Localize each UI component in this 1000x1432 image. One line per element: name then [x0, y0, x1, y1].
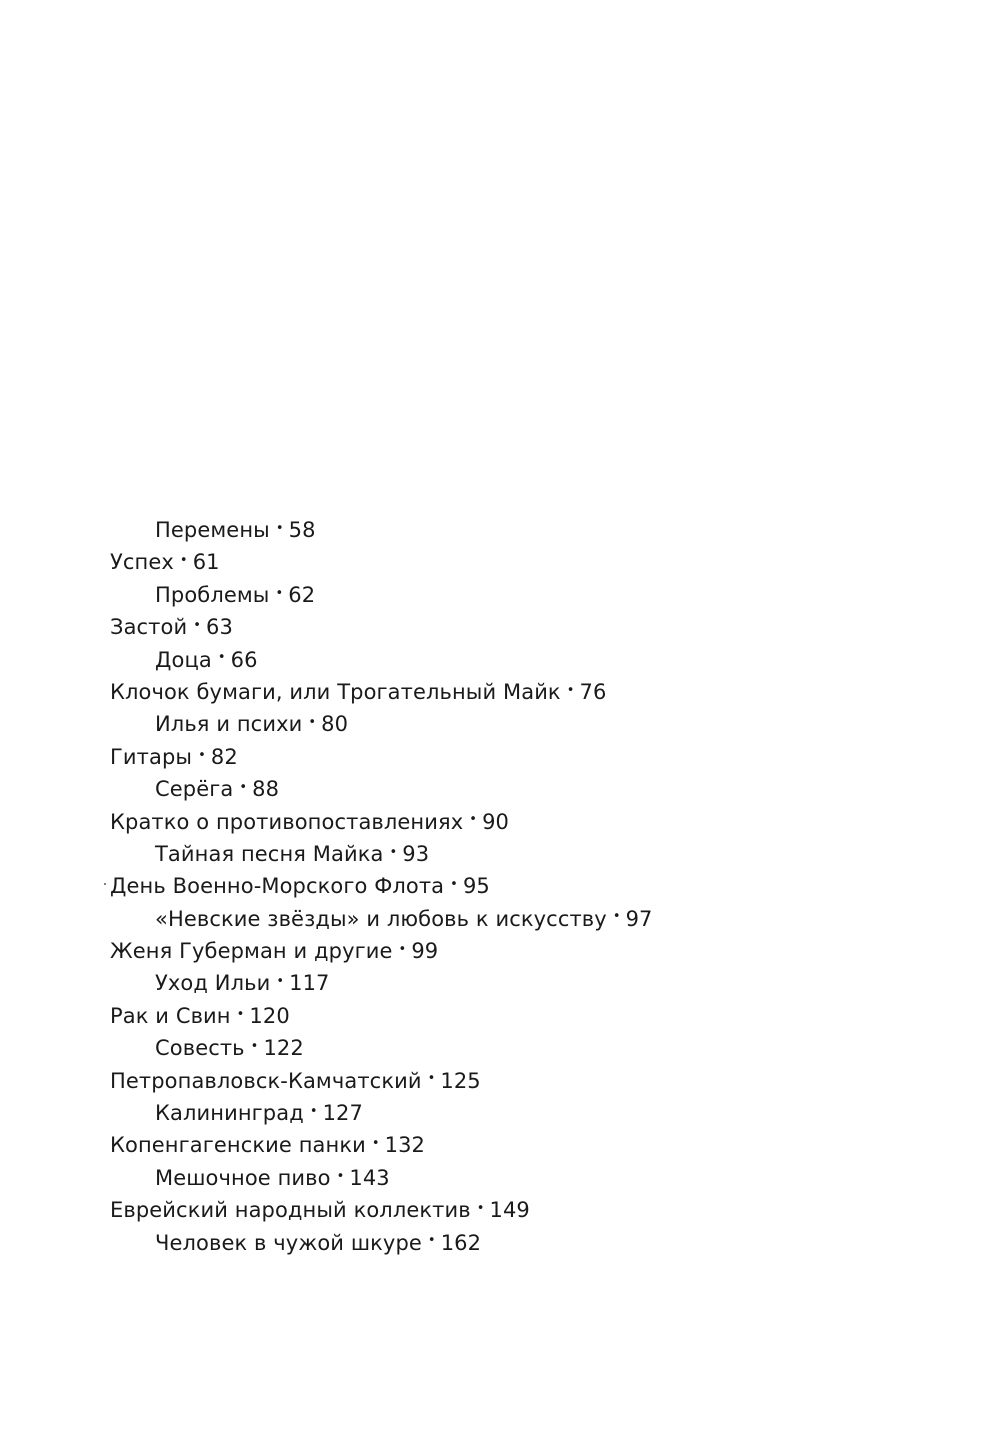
- bullet-separator: •: [250, 1039, 259, 1055]
- toc-entry: [110, 967, 653, 999]
- toc-page-number: 162: [440, 1230, 482, 1255]
- toc-page-number: 99: [411, 939, 439, 964]
- bullet-separator: •: [469, 812, 478, 828]
- toc-entry-title: Проблемы: [155, 582, 270, 607]
- toc-page-number: 90: [482, 809, 509, 834]
- toc-entry-title: Илья и психи: [155, 712, 303, 737]
- bullet-separator: •: [450, 877, 458, 893]
- toc-page-number: 62: [288, 582, 316, 607]
- toc-entry: [110, 1032, 653, 1064]
- toc-page-number: 120: [249, 1003, 290, 1028]
- toc-page-number: 122: [263, 1036, 304, 1061]
- toc-entry-title: Успех: [110, 550, 174, 575]
- toc-entry-title: Человек в чужой шкуре: [155, 1230, 422, 1255]
- toc-entry: [110, 1000, 653, 1032]
- bullet-separator: •: [389, 844, 398, 860]
- toc-entry: [110, 708, 653, 740]
- toc-entry-title: Клочок бумаги, или Трогательный Майк: [110, 679, 561, 704]
- bullet-separator: •: [217, 650, 226, 666]
- bullet-separator: •: [566, 682, 575, 698]
- toc-entry: [110, 1194, 653, 1226]
- toc-entry: [110, 611, 653, 643]
- toc-page-number: 132: [384, 1133, 426, 1158]
- bullet-separator: •: [276, 974, 285, 990]
- toc-entry-title: Гитары: [110, 744, 193, 769]
- toc-entry: [110, 546, 653, 578]
- toc-entry: [110, 806, 653, 838]
- toc-entry-title: Серёга: [155, 777, 234, 802]
- toc-entry-title: «Невские звёзды» и любовь к искусству: [155, 906, 607, 931]
- toc-page-number: 97: [625, 906, 653, 931]
- toc-page-number: 117: [289, 971, 330, 996]
- toc-entry-title: Рак и Свин: [110, 1003, 231, 1028]
- toc-entry-title: Копенгагенские панки: [110, 1133, 366, 1158]
- table-of-contents: [110, 514, 653, 1259]
- toc-page-number: 143: [349, 1165, 390, 1190]
- toc-entry: [110, 870, 653, 902]
- toc-page-number: 63: [206, 615, 233, 640]
- toc-entry-title: Тайная песня Майка: [155, 841, 384, 866]
- bullet-separator: •: [179, 553, 188, 569]
- toc-entry: [110, 1097, 653, 1129]
- toc-entry: [110, 579, 653, 611]
- bullet-separator: •: [476, 1201, 485, 1216]
- toc-page-number: 66: [230, 647, 258, 672]
- toc-entry: [110, 1227, 653, 1259]
- toc-entry: [110, 1129, 653, 1161]
- toc-page-number: 93: [402, 841, 430, 866]
- bullet-separator: •: [193, 617, 201, 633]
- toc-page-number: 82: [210, 744, 238, 769]
- toc-page-number: 61: [192, 550, 220, 575]
- toc-entry-title: Перемены: [155, 518, 270, 542]
- bullet-separator: •: [427, 1071, 436, 1087]
- toc-page-number: 76: [579, 679, 607, 704]
- toc-entry: [110, 514, 653, 546]
- bullet-separator: •: [371, 1136, 380, 1152]
- toc-entry: [110, 1162, 653, 1194]
- toc-entry-title: Доца: [155, 647, 212, 672]
- toc-entry-title: Совесть: [155, 1036, 245, 1061]
- toc-entry: [110, 1065, 653, 1097]
- toc-entry-title: День Военно-Морского Флота: [110, 874, 445, 899]
- toc-entry: [110, 838, 653, 870]
- bullet-separator: •: [239, 779, 248, 795]
- bullet-separator: •: [427, 1233, 436, 1249]
- bullet-separator: •: [275, 585, 284, 601]
- toc-entry: [110, 773, 653, 805]
- toc-entry: [110, 644, 653, 676]
- toc-page-number: 95: [462, 874, 490, 899]
- toc-entry: [110, 741, 653, 773]
- toc-entry-title: Калининград: [155, 1101, 304, 1126]
- toc-page-number: 80: [321, 712, 349, 737]
- toc-entry: [110, 903, 653, 935]
- bullet-separator: •: [612, 909, 621, 925]
- bullet-separator: •: [198, 747, 206, 763]
- toc-entry-title: Еврейский народный коллектив: [110, 1198, 471, 1223]
- toc-page-number: 127: [322, 1101, 363, 1126]
- toc-entry-title: Уход Ильи: [155, 971, 271, 996]
- toc-page-number: 149: [489, 1198, 530, 1223]
- bullet-separator: •: [309, 1103, 318, 1119]
- toc-page-number: 58: [288, 518, 316, 542]
- bullet-separator: •: [275, 520, 284, 536]
- toc-entry-title: Женя Губерман и другие: [110, 939, 393, 964]
- toc-entry: [110, 935, 653, 967]
- toc-entry-title: Застой: [110, 615, 188, 640]
- toc-entry-title: Кратко о противопоставлениях: [110, 809, 464, 834]
- toc-page-number: 88: [252, 777, 280, 802]
- toc-entry: [110, 676, 653, 708]
- bullet-separator: •: [398, 941, 407, 957]
- toc-entry-title: Мешочное пиво: [155, 1165, 331, 1190]
- print-speck: [104, 883, 106, 885]
- bullet-separator: •: [236, 1006, 245, 1022]
- bullet-separator: •: [336, 1168, 345, 1184]
- toc-entry-title: Петропавловск-Камчатский: [110, 1068, 422, 1093]
- bullet-separator: •: [308, 715, 317, 731]
- toc-page-number: 125: [440, 1068, 481, 1093]
